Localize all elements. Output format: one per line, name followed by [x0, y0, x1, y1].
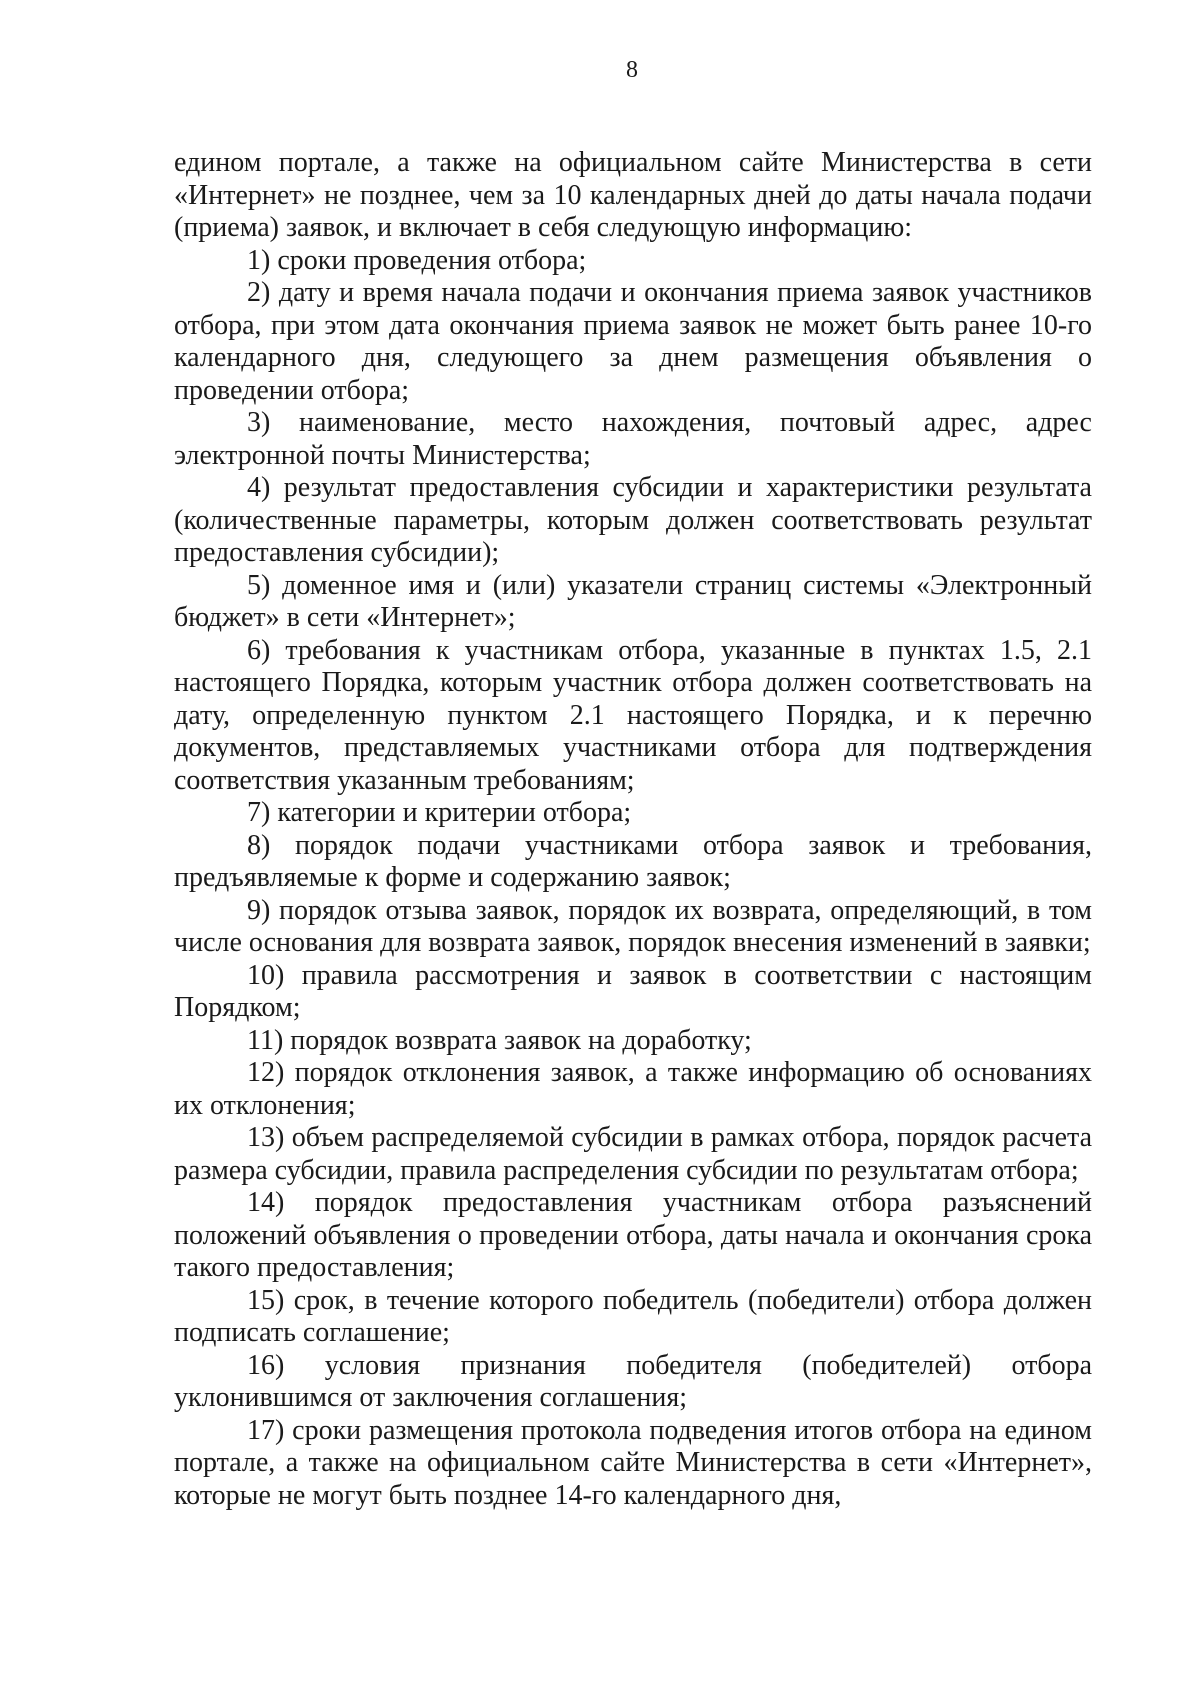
list-item-9: 9) порядок отзыва заявок, порядок их возврата, определяющий, в том числе основания для возврата заявок, порядок внесения изменений в заявки;	[174, 894, 1092, 958]
list-item-2: 2) дату и время начала подачи и окончания приема заявок участников отбора, при этом дата окончания приема заявок не может быть ранее 10-го календарного дня, следующего за днем размещения объявления о проведении отбора;	[174, 277, 1092, 406]
list-item-4: 4) результат предоставления субсидии и характеристики результата (количественные параметры, которым должен соответствовать результат предоставления субсидии);	[174, 472, 1092, 568]
list-item-15: 15) срок, в течение которого победитель (победители) отбора должен подписать соглашение;	[174, 1284, 1092, 1348]
list-item-10: 10) правила рассмотрения и заявок в соответствии с настоящим Порядком;	[174, 959, 1092, 1023]
list-item-17: 17) сроки размещения протокола подведения итогов отбора на едином портале, а также на официальном сайте Министерства в сети «Интернет», которые не могут быть позднее 14-го календарного дня,	[174, 1414, 1092, 1511]
paragraph-continuation: едином портале, а также на официальном сайте Министерства в сети «Интернет» не позднее, чем за 10 календарных дней до даты начала подачи (приема) заявок, и включает в себя следующую информацию:	[174, 147, 1092, 243]
document-body	[174, 147, 1092, 1512]
list-item-11: 11) порядок возврата заявок на доработку;	[247, 1024, 752, 1056]
list-item-1: 1) сроки проведения отбора;	[247, 244, 587, 276]
list-item-13: 13) объем распределяемой субсидии в рамках отбора, порядок расчета размера субсидии, правила распределения субсидии по результатам отбора;	[174, 1122, 1092, 1186]
list-item-7: 7) категории и критерии отбора;	[247, 797, 632, 828]
list-item-3: 3) наименование, место нахождения, почтовый адрес, адрес электронной почты Министерства;	[174, 407, 1092, 471]
list-item-5: 5) доменное имя и (или) указатели страниц системы «Электронный бюджет» в сети «Интернет»;	[174, 569, 1092, 633]
list-item-8: 8) порядок подачи участниками отбора заявок и требования, предъявляемые к форме и содержанию заявок;	[174, 829, 1092, 893]
list-item-14: 14) порядок предоставления участникам отбора разъяснений положений объявления о проведении отбора, даты начала и окончания срока такого предоставления;	[174, 1187, 1092, 1283]
list-item-12: 12) порядок отклонения заявок, а также информацию об основаниях их отклонения;	[174, 1057, 1092, 1121]
list-item-6: 6) требования к участникам отбора, указанные в пунктах 1.5, 2.1 настоящего Порядка, которым участник отбора должен соответствовать на дату, определенную пунктом 2.1 настоящего Порядка, и к перечню документов, представляемых участниками отбора для подтверждения соответствия указанным требованиям;	[174, 634, 1092, 796]
page-number: 8	[626, 57, 638, 83]
list-item-16: 16) условия признания победителя (победителей) отбора уклонившимся от заключения соглашения;	[174, 1349, 1092, 1413]
